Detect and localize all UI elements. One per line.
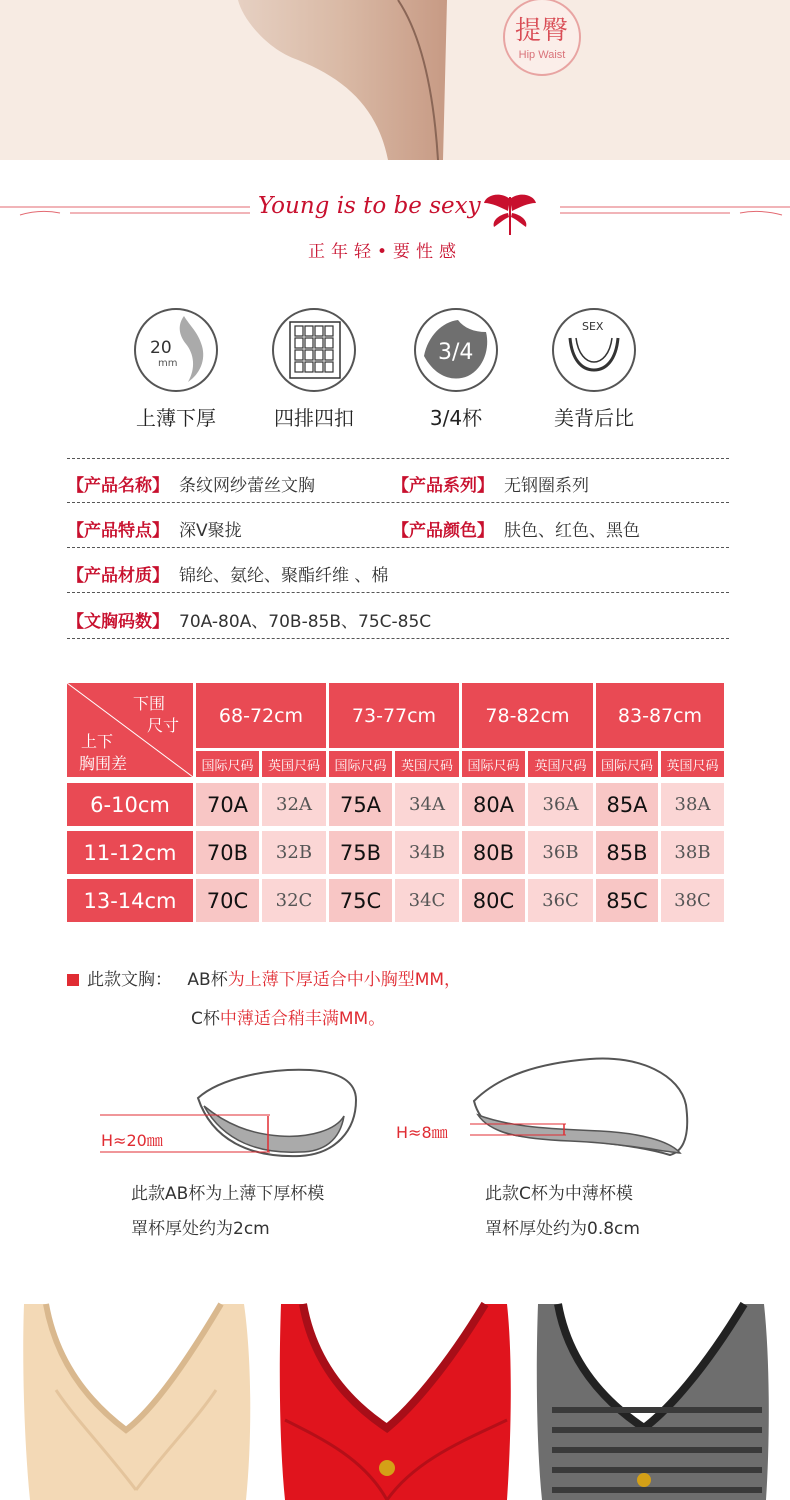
feature-label: 四排四扣 bbox=[274, 406, 354, 430]
c-caption-line2: 罩杯厚处约为0.8cm bbox=[485, 1219, 640, 1239]
c-caption-line1: 此款C杯为中薄杯模 bbox=[485, 1184, 633, 1204]
note-c: C杯 bbox=[191, 1009, 220, 1029]
note-prefix: 此款文胸： bbox=[87, 970, 172, 990]
c-thickness-label: H≈8㎜ bbox=[396, 1123, 448, 1142]
info-row-feature bbox=[67, 504, 729, 548]
info-value: 70A-80A、70B-85B、75C-85C bbox=[179, 612, 432, 632]
note-ab-desc: 为上薄下厚适合中小胸型MM， bbox=[227, 970, 462, 990]
range-header: 83-87cm bbox=[596, 683, 724, 748]
uk-size-cell: 34A bbox=[395, 783, 459, 826]
cup-ratio-text: 3/4 bbox=[438, 340, 474, 365]
intl-size-cell: 75B bbox=[329, 831, 392, 874]
thickness-20mm-icon bbox=[134, 308, 218, 392]
ab-thickness-label: H≈20㎜ bbox=[101, 1131, 163, 1150]
ab-cup-diagram bbox=[100, 1060, 370, 1170]
model-legs-image bbox=[238, 0, 448, 160]
hip-waist-badge bbox=[503, 0, 581, 76]
sex-text: SEX bbox=[582, 320, 604, 333]
feature-label: 美背后比 bbox=[554, 406, 634, 430]
info-key: 【文胸码数】 bbox=[67, 612, 169, 632]
range-header: 68-72cm bbox=[196, 683, 326, 748]
info-key: 【产品名称】 bbox=[67, 476, 169, 496]
badge-subtitle: Hip Waist bbox=[518, 49, 566, 61]
intl-size-cell: 85B bbox=[596, 831, 658, 874]
sub-header-uk: 英国尺码 bbox=[262, 751, 326, 777]
butterfly-icon bbox=[482, 189, 538, 239]
feature-thickness bbox=[126, 308, 226, 431]
info-key: 【产品颜色】 bbox=[392, 521, 494, 541]
intl-size-cell: 70A bbox=[196, 783, 259, 826]
bra-red-image bbox=[275, 1300, 515, 1500]
info-value: 深V聚拢 bbox=[179, 521, 242, 541]
note-ab: AB杯 bbox=[187, 970, 228, 990]
c-cup-caption bbox=[485, 1177, 640, 1247]
info-key: 【产品系列】 bbox=[392, 476, 494, 496]
feature-label: 上薄下厚 bbox=[136, 406, 216, 430]
intl-size-cell: 75A bbox=[329, 783, 392, 826]
row-label: 13-14cm bbox=[67, 879, 193, 922]
info-value: 无钢圈系列 bbox=[504, 476, 589, 496]
ab-caption-line2: 罩杯厚处约为2cm bbox=[131, 1219, 270, 1239]
intl-size-cell: 75C bbox=[329, 879, 392, 922]
uk-size-cell: 38C bbox=[661, 879, 724, 922]
three-quarter-cup-icon bbox=[414, 308, 498, 392]
uk-size-cell: 34C bbox=[395, 879, 459, 922]
info-row-name bbox=[67, 459, 729, 503]
bra-nude-image bbox=[16, 1300, 256, 1500]
uk-size-cell: 32C bbox=[262, 879, 326, 922]
intl-size-cell: 85C bbox=[596, 879, 658, 922]
badge-title: 提臀 bbox=[514, 16, 569, 46]
uk-size-cell: 34B bbox=[395, 831, 459, 874]
c-cup-measure-lines bbox=[470, 1115, 570, 1145]
corner-mid-label: 尺寸 bbox=[147, 716, 180, 735]
uk-size-cell: 32A bbox=[262, 783, 326, 826]
sub-header-intl: 国际尺码 bbox=[462, 751, 525, 777]
thickness-value: 20 bbox=[150, 338, 172, 358]
left-ornament-line bbox=[0, 201, 250, 221]
info-value: 锦纶、氨纶、聚酯纤维 、棉 bbox=[179, 566, 389, 586]
info-row-material bbox=[67, 549, 729, 593]
slogan-section bbox=[0, 185, 790, 265]
uk-size-cell: 38A bbox=[661, 783, 724, 826]
sub-header-uk: 英国尺码 bbox=[528, 751, 593, 777]
corner-bottom-label: 胸围差 bbox=[79, 754, 128, 773]
intl-size-cell: 80C bbox=[462, 879, 525, 922]
feature-back bbox=[544, 308, 644, 431]
sub-header-intl: 国际尺码 bbox=[196, 751, 259, 777]
right-ornament-line bbox=[560, 201, 790, 221]
slogan-chinese: 正年轻•要性感 bbox=[308, 242, 463, 262]
uk-size-cell: 36C bbox=[528, 879, 593, 922]
corner-left-label: 上下 bbox=[81, 732, 114, 751]
range-header: 73-77cm bbox=[329, 683, 459, 748]
sub-header-uk: 英国尺码 bbox=[661, 751, 724, 777]
slogan-english: Young is to be sexy bbox=[258, 193, 481, 219]
intl-size-cell: 70C bbox=[196, 879, 259, 922]
intl-size-cell: 70B bbox=[196, 831, 259, 874]
uk-size-cell: 36B bbox=[528, 831, 593, 874]
table-corner bbox=[67, 683, 193, 777]
row-label: 6-10cm bbox=[67, 783, 193, 826]
uk-size-cell: 32B bbox=[262, 831, 326, 874]
thickness-unit: mm bbox=[158, 358, 178, 369]
note-c-desc: 中薄适合稍丰满MM。 bbox=[219, 1009, 386, 1029]
info-row-size bbox=[67, 595, 729, 639]
info-key: 【产品材质】 bbox=[67, 566, 169, 586]
info-value: 条纹网纱蕾丝文胸 bbox=[179, 476, 315, 496]
size-table bbox=[67, 683, 724, 922]
intl-size-cell: 80B bbox=[462, 831, 525, 874]
back-sex-icon bbox=[552, 308, 636, 392]
uk-size-cell: 36A bbox=[528, 783, 593, 826]
sub-header-intl: 国际尺码 bbox=[329, 751, 392, 777]
four-row-hooks-icon bbox=[272, 308, 356, 392]
corner-top-label: 下围 bbox=[133, 694, 166, 713]
ab-caption-line1: 此款AB杯为上薄下厚杯模 bbox=[131, 1184, 325, 1204]
feature-hooks bbox=[264, 308, 364, 431]
bra-black-image bbox=[532, 1300, 772, 1500]
ab-cup-caption bbox=[131, 1177, 324, 1247]
feature-cup bbox=[406, 308, 506, 431]
intl-size-cell: 80A bbox=[462, 783, 525, 826]
row-label: 11-12cm bbox=[67, 831, 193, 874]
bullet-square-icon bbox=[67, 974, 79, 986]
sub-header-uk: 英国尺码 bbox=[395, 751, 459, 777]
range-header: 78-82cm bbox=[462, 683, 593, 748]
info-value: 肤色、红色、黑色 bbox=[504, 521, 640, 541]
cup-note bbox=[67, 965, 461, 1029]
sub-header-intl: 国际尺码 bbox=[596, 751, 658, 777]
feature-label: 3/4杯 bbox=[429, 406, 483, 430]
hero-banner bbox=[0, 0, 790, 160]
info-key: 【产品特点】 bbox=[67, 521, 169, 541]
c-cup-diagram bbox=[470, 1055, 700, 1165]
intl-size-cell: 85A bbox=[596, 783, 658, 826]
uk-size-cell: 38B bbox=[661, 831, 724, 874]
